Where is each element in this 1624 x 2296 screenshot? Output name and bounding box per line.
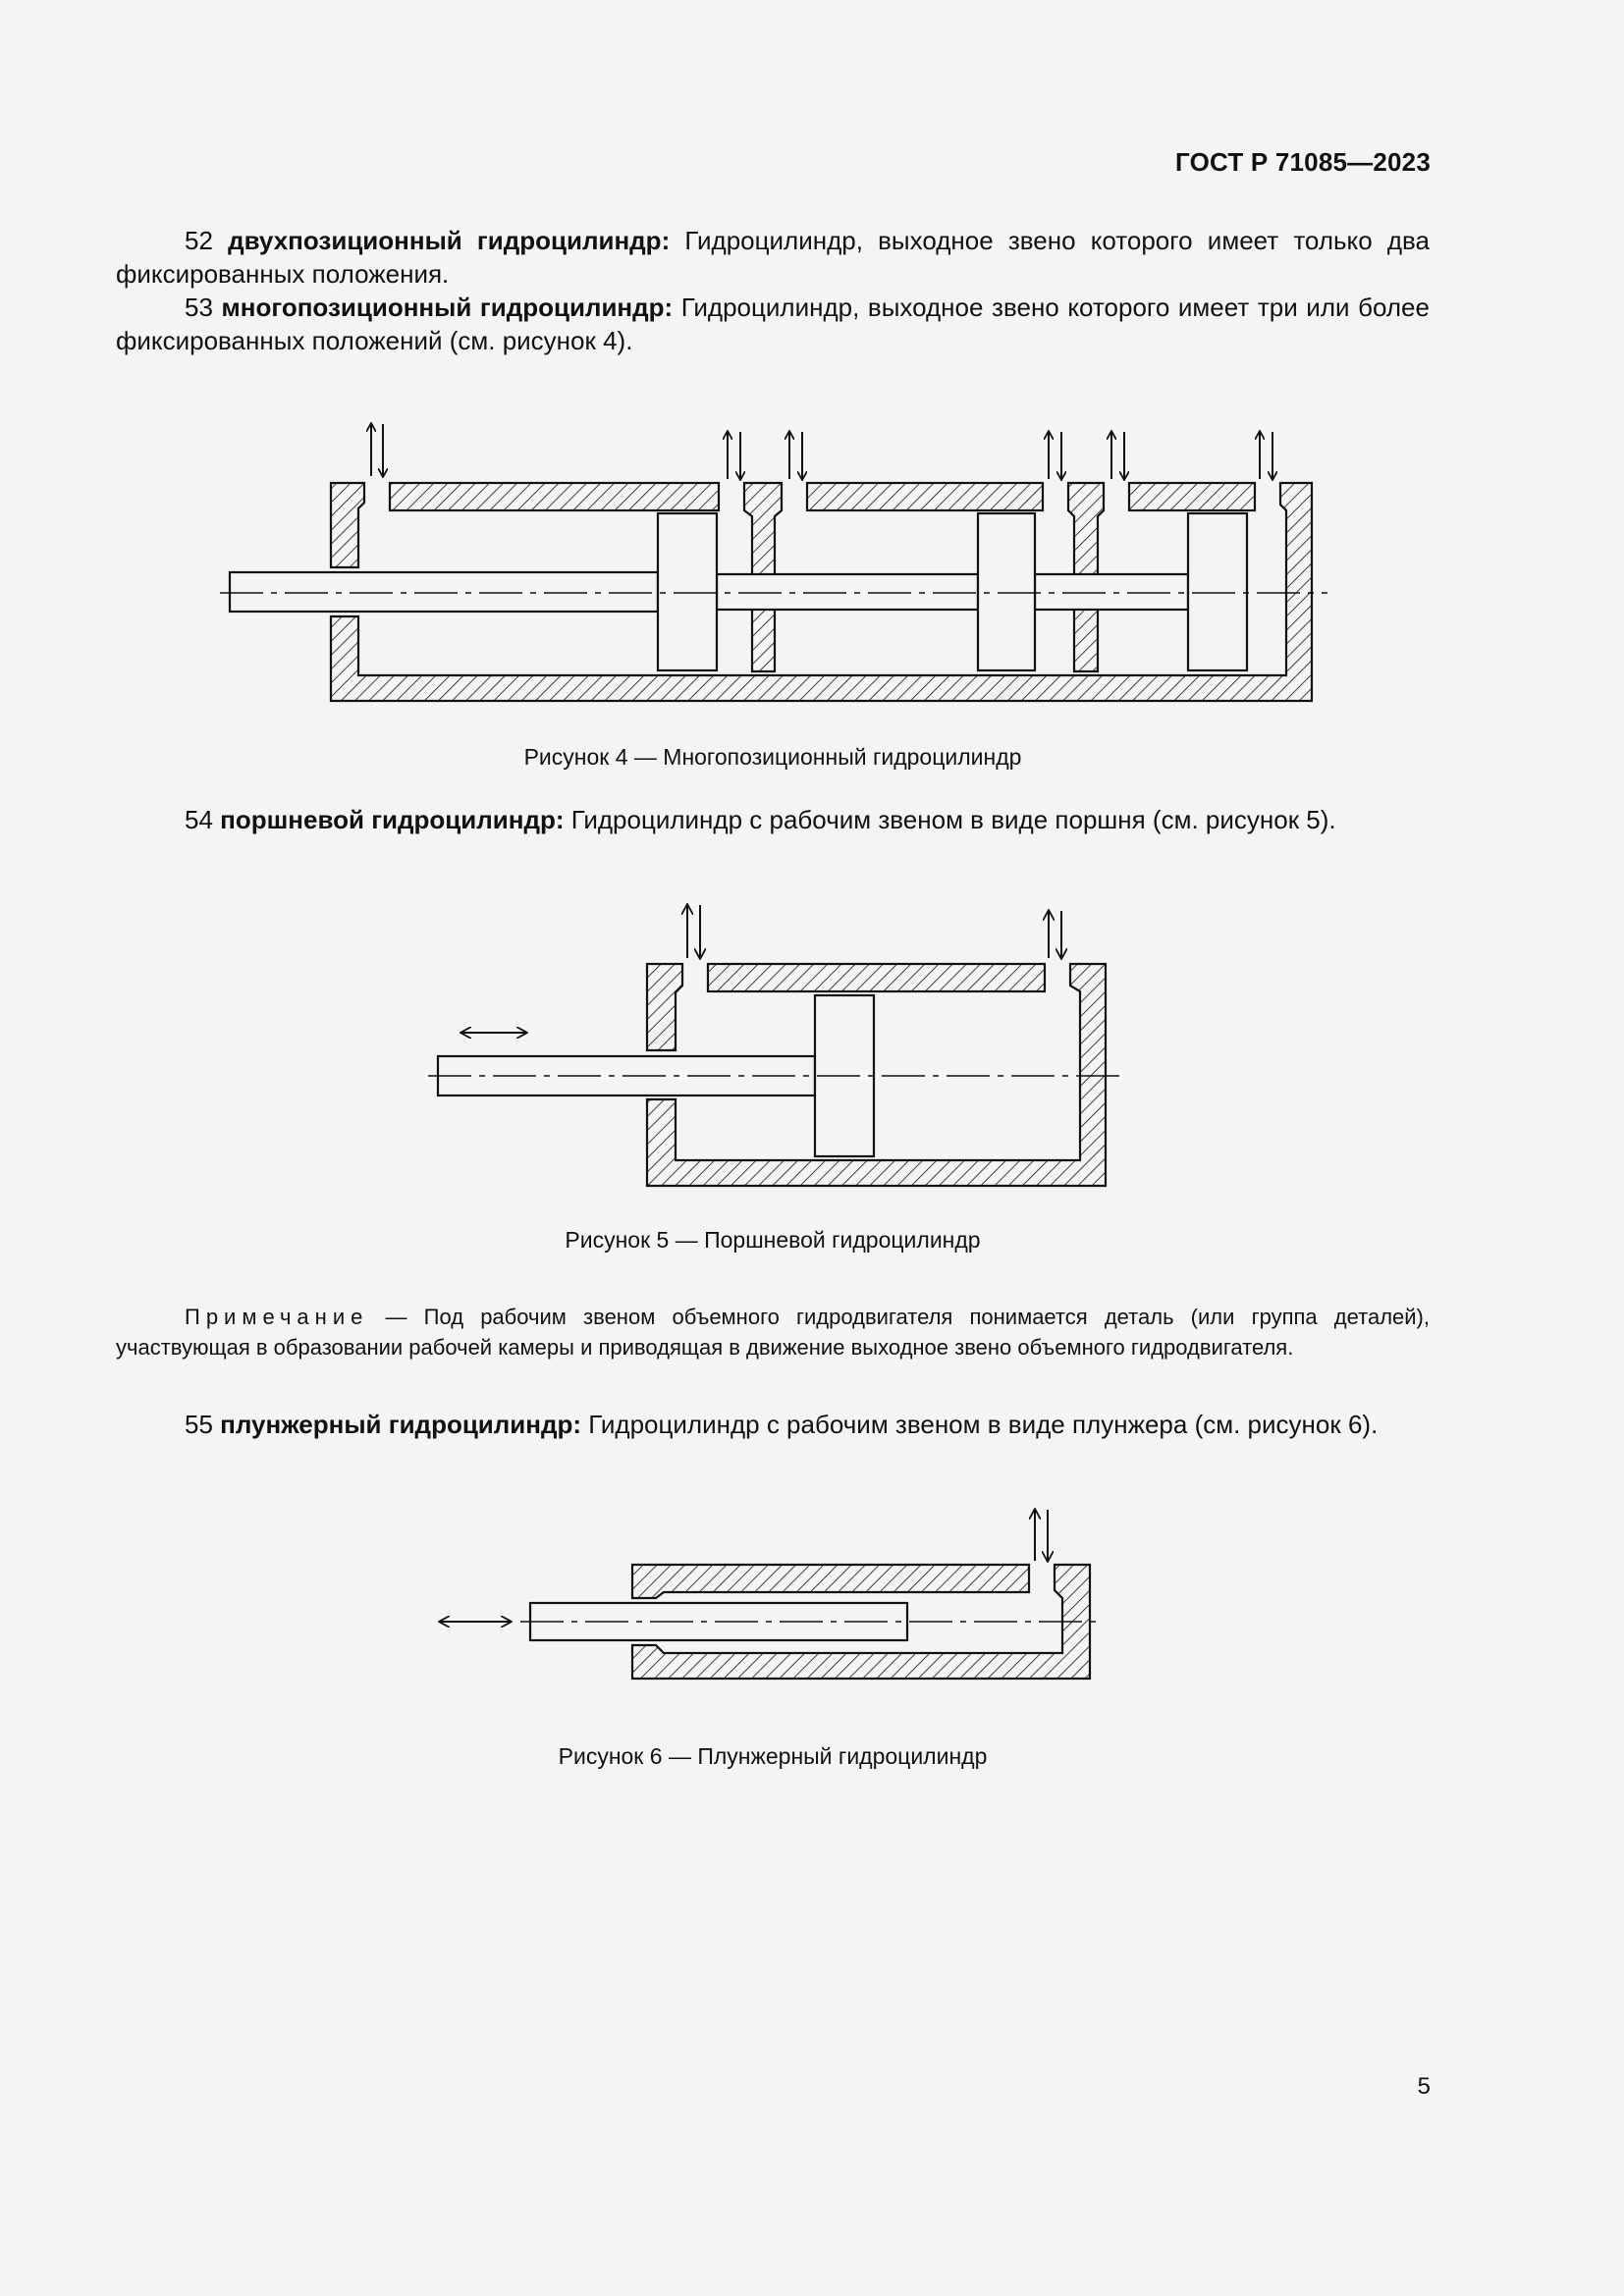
item-number: 52 — [185, 226, 213, 255]
figure-4-drawing — [0, 412, 1624, 726]
definition-52 — [116, 224, 1430, 291]
definition-text: Гидроцилиндр, выходное звено которого имеет три или более фиксированных положений (см. рисунок 4). — [116, 293, 1430, 355]
term: поршневой гидроцилиндр: — [220, 805, 565, 834]
document-id: ГОСТ Р 71085—2023 — [1175, 147, 1431, 177]
note-text: — Под рабочим звеном объемного гидродвигателя понимается деталь (или группа деталей), участвующая в образовании рабочей камеры и приводящая в движение выходное звено объемного гидродвигателя. — [116, 1305, 1430, 1360]
term: двухпозиционный гидроцилиндр: — [228, 226, 671, 255]
port-arrows — [1035, 1510, 1048, 1561]
figure-5-drawing — [0, 893, 1624, 1207]
figure-4-caption: Рисунок 4 — Многопозиционный гидроцилиндр — [523, 744, 1022, 770]
figure-6-caption: Рисунок 6 — Плунжерный гидроцилиндр — [558, 1743, 988, 1769]
definition-53 — [116, 291, 1430, 357]
item-number: 53 — [185, 293, 213, 322]
definition-54 — [116, 803, 1430, 836]
figure-6-drawing — [0, 1502, 1624, 1698]
definition-text: Гидроцилиндр с рабочим звеном в виде плунжера (см. рисунок 6). — [581, 1410, 1379, 1439]
note-label: Примечание — [185, 1305, 369, 1329]
page-number: 5 — [1417, 2073, 1431, 2100]
port-arrows — [371, 424, 1272, 479]
term: плунжерный гидроцилиндр: — [220, 1410, 582, 1439]
definition-55 — [116, 1408, 1430, 1441]
figure-5-caption: Рисунок 5 — Поршневой гидроцилиндр — [565, 1227, 981, 1253]
item-number: 55 — [185, 1410, 213, 1439]
definition-text: Гидроцилиндр с рабочим звеном в виде поршня (см. рисунок 5). — [564, 805, 1336, 834]
definition-text: Гидроцилиндр, выходное звено которого имеет только два фиксированных положения. — [116, 226, 1430, 289]
note — [116, 1302, 1430, 1362]
term: многопозиционный гидроцилиндр: — [221, 293, 674, 322]
item-number: 54 — [185, 805, 213, 834]
port-arrows — [687, 905, 1061, 958]
